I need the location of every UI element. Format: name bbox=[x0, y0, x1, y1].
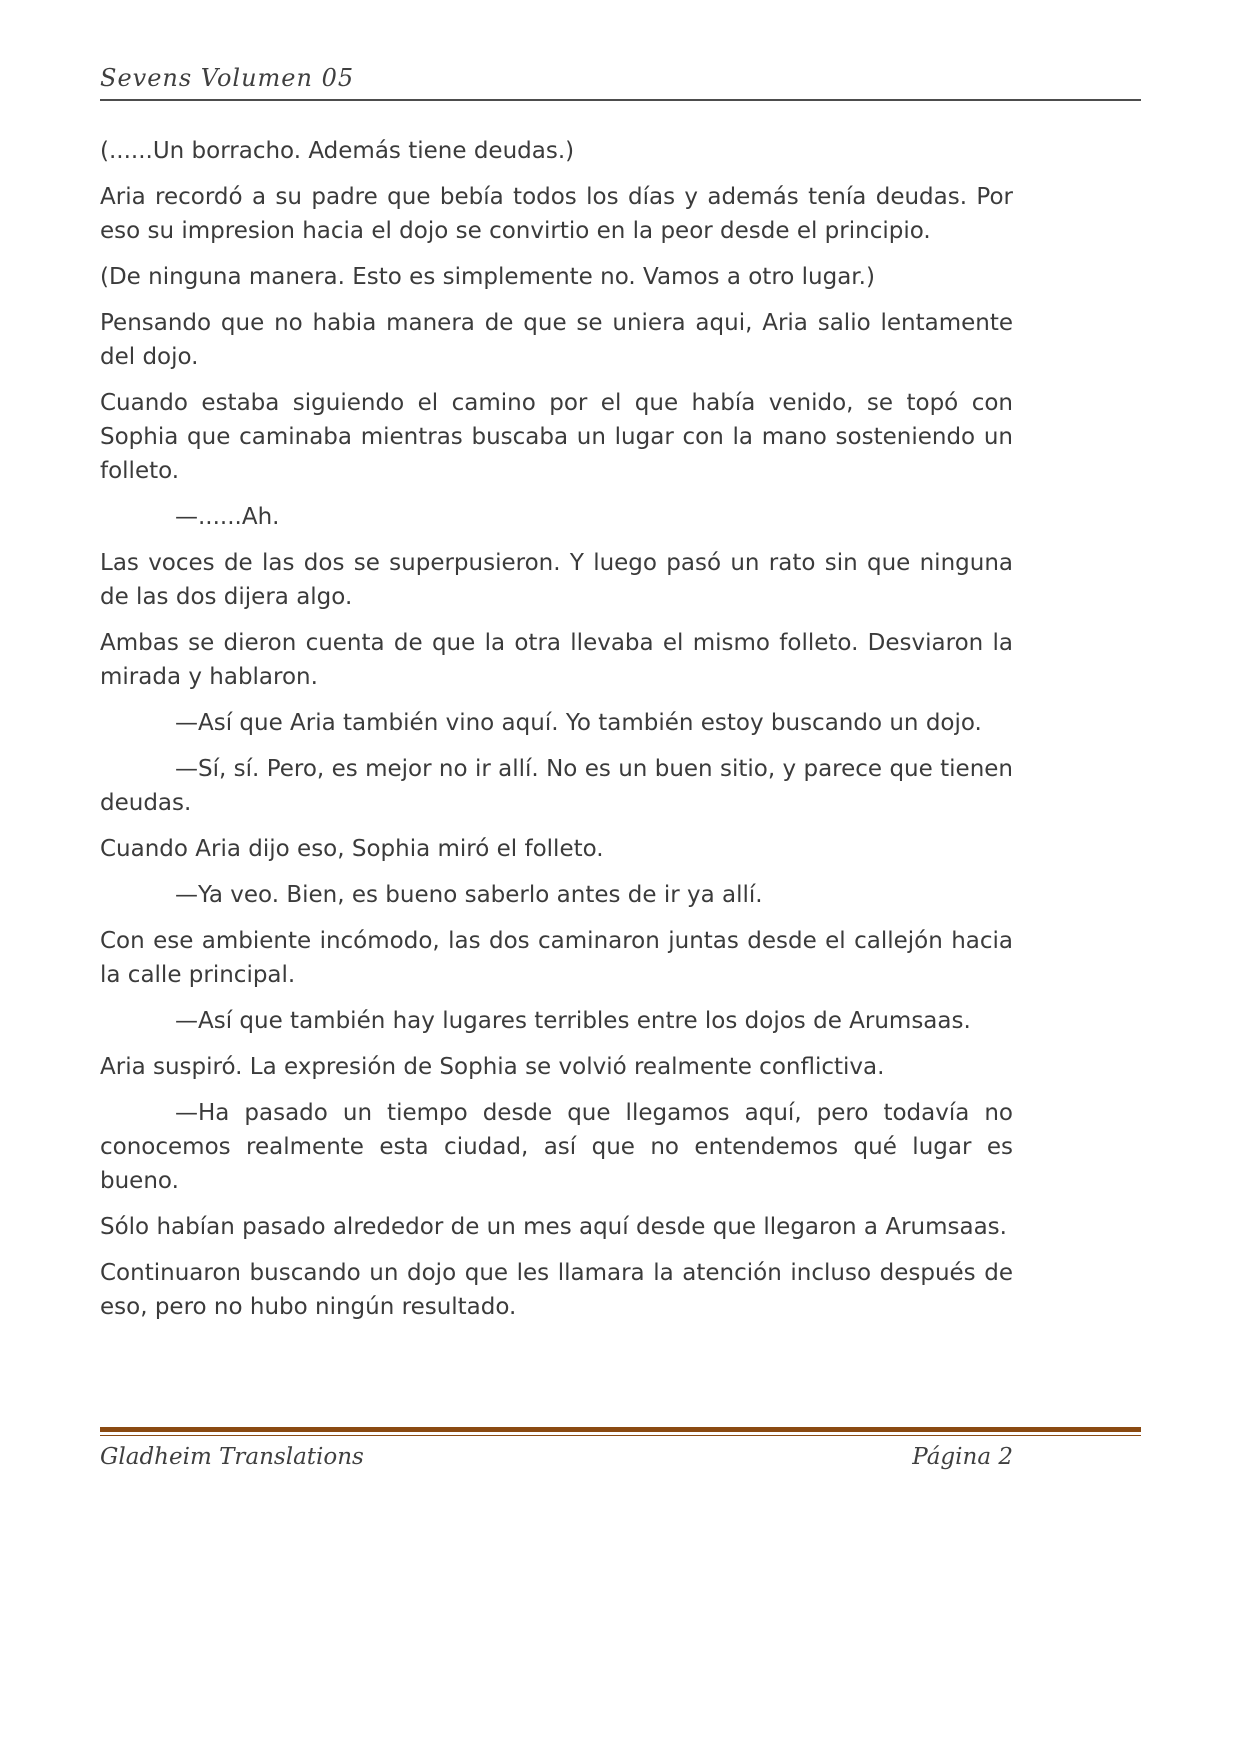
dialogue-paragraph: —Ha pasado un tiempo desde que llegamos aquí, pero todavía no conocemos realmente esta ciudad, así que no entendemos qué lugar es bueno. bbox=[100, 1100, 1013, 1194]
paragraph: Sólo habían pasado alrededor de un mes aquí desde que llegaron a Arumsaas. bbox=[100, 1214, 1007, 1240]
document-body bbox=[100, 134, 1013, 1336]
paragraph: Continuaron buscando un dojo que les llamara la atención incluso después de eso, pero no hubo ningún resultado. bbox=[100, 1260, 1013, 1320]
dialogue-paragraph: —Así que también hay lugares terribles entre los dojos de Arumsaas. bbox=[175, 1008, 971, 1034]
footer-text-row bbox=[100, 1444, 1013, 1470]
paragraph: (De ninguna manera. Esto es simplemente no. Vamos a otro lugar.) bbox=[100, 264, 875, 290]
paragraph: Pensando que no habia manera de que se uniera aqui, Aria salio lentamente del dojo. bbox=[100, 310, 1013, 370]
header-title: Sevens Volumen 05 bbox=[100, 64, 355, 92]
footer-rule bbox=[100, 1427, 1141, 1436]
dialogue-paragraph: —Así que Aria también vino aquí. Yo también estoy buscando un dojo. bbox=[175, 710, 982, 736]
dialogue-paragraph: —......Ah. bbox=[175, 504, 280, 530]
paragraph: (......Un borracho. Además tiene deudas.) bbox=[100, 138, 575, 164]
paragraph: Las voces de las dos se superpusieron. Y luego pasó un rato sin que ninguna de las dos dijera algo. bbox=[100, 550, 1013, 610]
paragraph: Cuando Aria dijo eso, Sophia miró el folleto. bbox=[100, 836, 604, 862]
paragraph: Ambas se dieron cuenta de que la otra llevaba el mismo folleto. Desviaron la mirada y hablaron. bbox=[100, 630, 1013, 690]
header-rule bbox=[100, 99, 1141, 101]
dialogue-paragraph: —Sí, sí. Pero, es mejor no ir allí. No es un buen sitio, y parece que tienen deudas. bbox=[100, 756, 1013, 816]
footer-translator-name: Gladheim Translations bbox=[100, 1444, 364, 1470]
footer-page-number: Página 2 bbox=[912, 1444, 1013, 1470]
paragraph: Aria suspiró. La expresión de Sophia se volvió realmente conflictiva. bbox=[100, 1054, 885, 1080]
paragraph: Cuando estaba siguiendo el camino por el que había venido, se topó con Sophia que caminaba mientras buscaba un lugar con la mano sosteniendo un folleto. bbox=[100, 390, 1013, 484]
page-footer bbox=[100, 1427, 1141, 1470]
page-header bbox=[100, 64, 1141, 101]
paragraph: Aria recordó a su padre que bebía todos los días y además tenía deudas. Por eso su impresion hacia el dojo se convirtio en la peor desde el principio. bbox=[100, 184, 1013, 244]
dialogue-paragraph: —Ya veo. Bien, es bueno saberlo antes de ir ya allí. bbox=[175, 882, 763, 908]
paragraph: Con ese ambiente incómodo, las dos caminaron juntas desde el callejón hacia la calle principal. bbox=[100, 928, 1013, 988]
